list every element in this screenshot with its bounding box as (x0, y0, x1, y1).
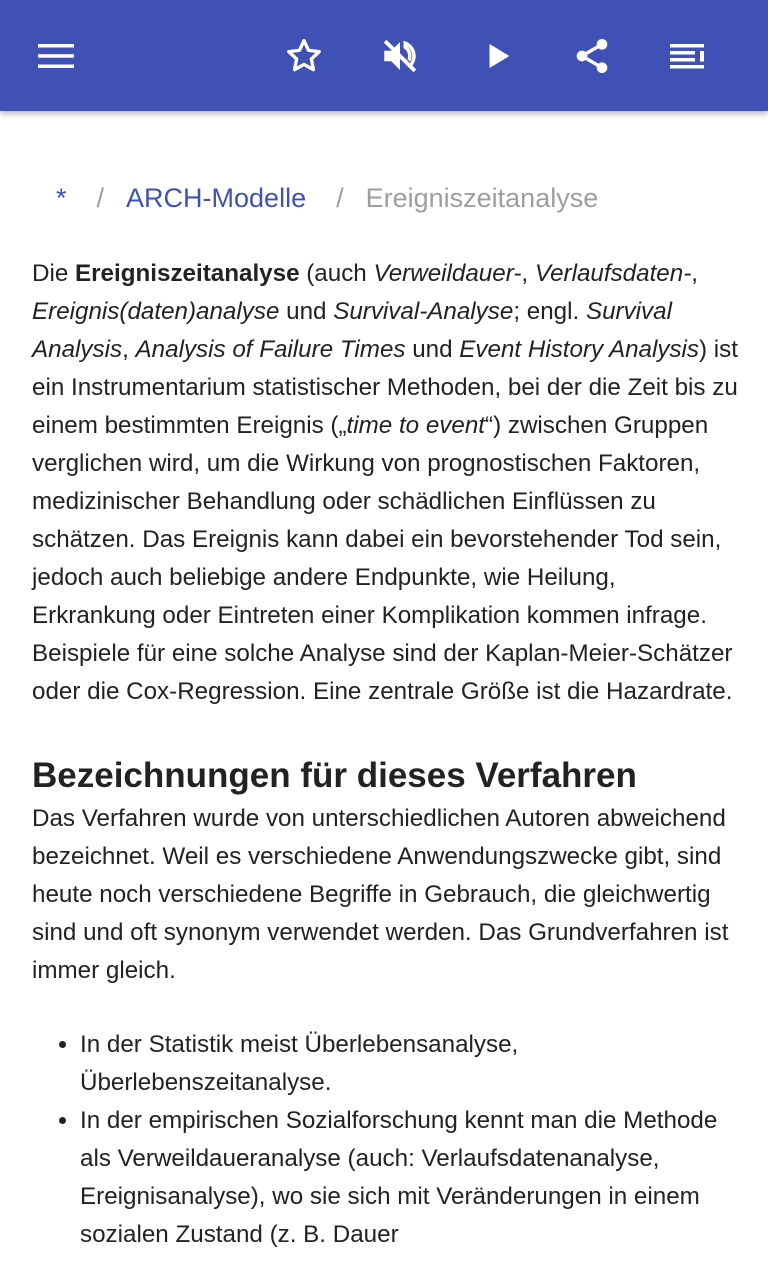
breadcrumb-separator: / (336, 183, 344, 213)
intro-synonym: Event History Analysis (459, 336, 700, 363)
breadcrumb (56, 181, 598, 215)
section-paragraph: Das Verfahren wurde von unterschiedlichen Autoren abweichend bezeichnet. Weil es verschiedene Anwendungszwecke gibt, sind heute noch verschiedene Begriffe in Gebrauch, die gleichwertig sind und oft synonym verwendet werden. Das Grundverfahren ist immer gleich. (32, 805, 729, 984)
intro-synonym: Verlaufsdaten- (534, 260, 692, 287)
article-body (32, 255, 738, 1254)
intro-text: (auch (299, 260, 374, 287)
intro-text: , (691, 260, 698, 287)
bookmark-button[interactable] (276, 28, 332, 84)
intro-text: ) ist ein Instrumentarium statistischer Methoden, bei der die Zeit bis zu einem bestimmten Ereignis („ (32, 336, 738, 439)
intro-synonym: Analysis of Failure Times (135, 336, 406, 363)
intro-text: und (279, 298, 334, 325)
breadcrumb-separator: / (96, 183, 105, 213)
section-heading: Bezeichnungen für dieses Verfahren (32, 756, 637, 795)
intro-text: und (405, 336, 460, 363)
share-button[interactable] (564, 28, 620, 84)
mute-button[interactable] (372, 28, 428, 84)
intro-text: ; engl. (513, 298, 586, 325)
play-button[interactable] (470, 28, 526, 84)
intro-synonym: time to event (346, 412, 486, 439)
intro-synonym: Verweildauer- (373, 260, 522, 287)
article-content (0, 111, 768, 1280)
menu-icon (36, 42, 76, 70)
intro-synonym: Survival Analysis (32, 298, 672, 363)
intro-paragraph (32, 255, 738, 711)
intro-synonym: Survival-Analyse (333, 298, 514, 325)
intro-term: Ereigniszeitanalyse (75, 260, 300, 287)
intro-text: , (122, 336, 136, 363)
list-item: • In der empirischen Sozialforschung kennt man die Methode als Verweildaueranalyse (auch: Verlaufsdatenanalyse, Ereignisanalyse), wo sie sich mit Veränderungen in einem sozialen Zustand (z. B. Dauer (80, 1102, 738, 1254)
breadcrumb-parent-link[interactable]: ARCH-Modelle (126, 183, 307, 213)
star-outline-icon (283, 35, 325, 77)
volume-off-icon (379, 35, 421, 77)
intro-text: , (521, 260, 535, 287)
breadcrumb-current: Ereigniszeitanalyse (365, 183, 599, 213)
intro-text: “) zwischen Gruppen verglichen wird, um die Wirkung von prognostischen Faktoren, medizinischer Behandlung oder schädlichen Einflüssen zu schätzen. Das Ereignis kann dabei ein bevorstehender Tod sein, jedoch auch beliebige andere Endpunkte, wie Heilung, Erkrankung oder Eintreten einer Komplikation kommen infrage. Beispiele für eine solche Analyse sind der Kaplan-Meier-Schätzer oder die Cox-Regression. Eine zentrale Größe ist die Hazardrate. (32, 412, 733, 705)
play-icon (481, 39, 515, 73)
playlist-icon (668, 42, 708, 70)
share-icon (572, 36, 612, 76)
intro-synonym: Ereignis(daten)analyse (32, 298, 280, 325)
playlist-button[interactable] (660, 28, 716, 84)
bullet-list (32, 1026, 738, 1254)
app-toolbar (0, 0, 768, 111)
list-item: • In der Statistik meist Überlebensanalyse, Überlebenszeitanalyse. (80, 1026, 738, 1102)
breadcrumb-root-link[interactable]: * (56, 183, 67, 213)
menu-button[interactable] (28, 28, 84, 84)
intro-text: Die (32, 260, 76, 287)
